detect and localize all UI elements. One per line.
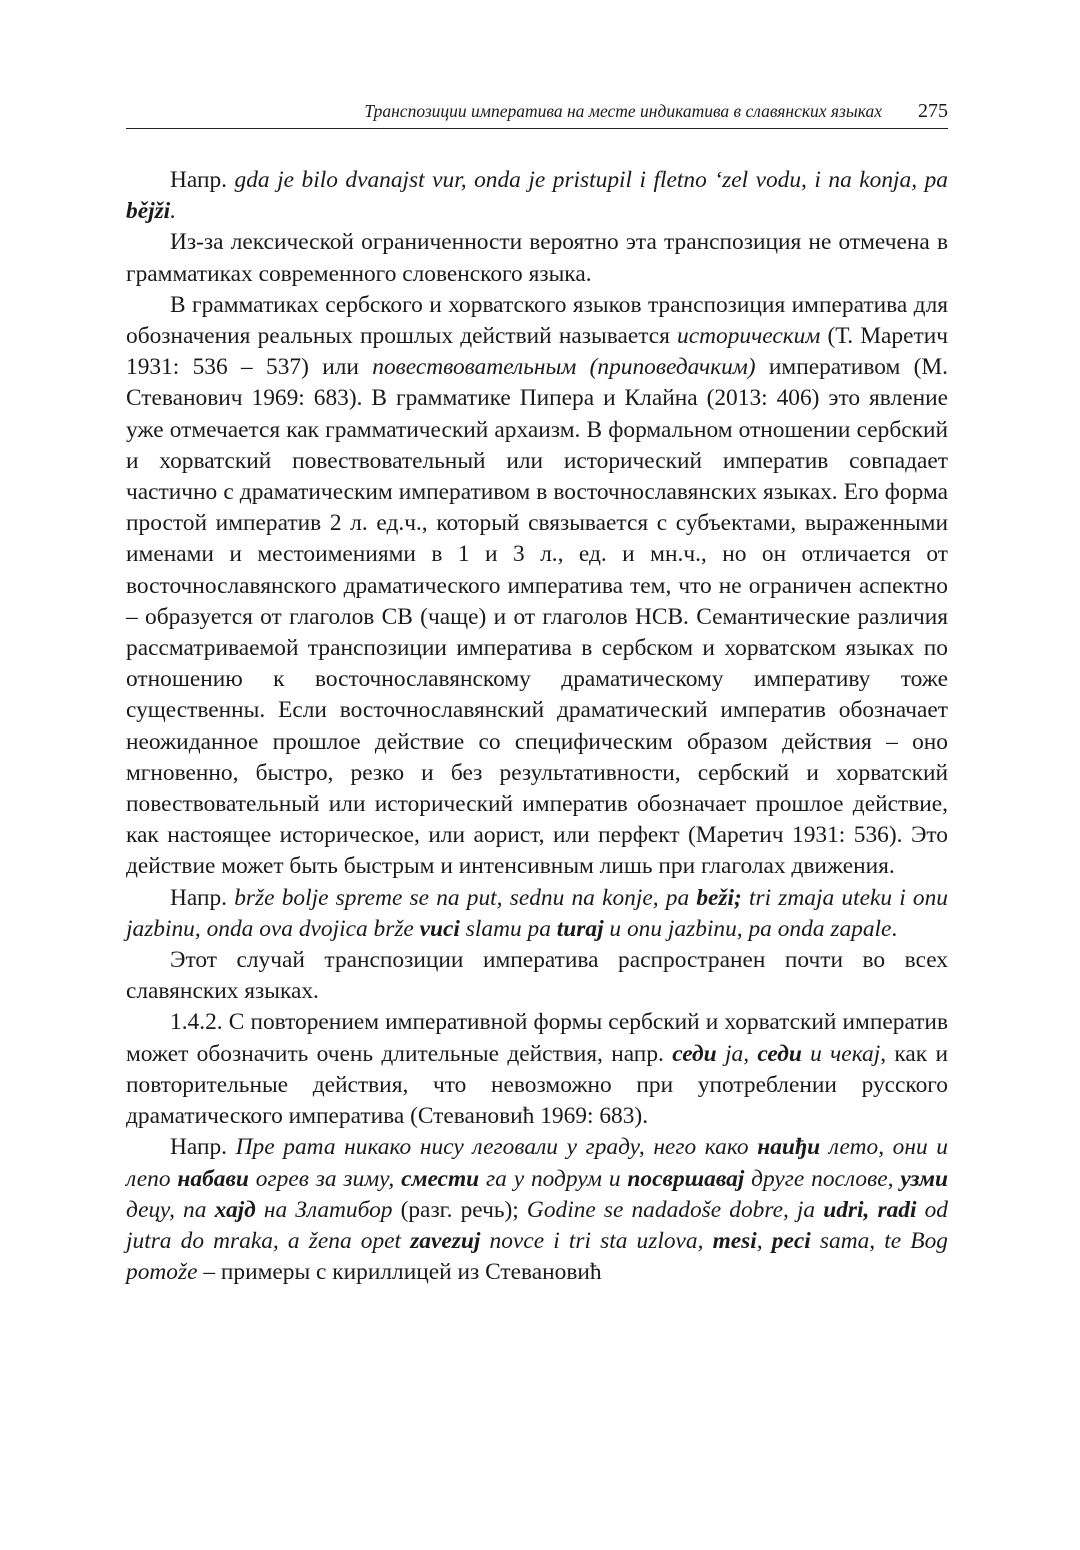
emphasized-run bbox=[420, 916, 460, 942]
italic-run: лето, они и лепо bbox=[126, 1134, 949, 1192]
italic-run: slamu pa bbox=[459, 915, 557, 942]
paragraph bbox=[126, 290, 948, 883]
text-run: (Т. Маретич 1931: 536 – 537) или bbox=[126, 323, 948, 381]
paragraph bbox=[126, 227, 948, 289]
italic-run: tri zmaja uteku i onu jazbinu, onda ova dvojica brže bbox=[126, 884, 948, 942]
italic-run: sama, te Bog pomože bbox=[126, 1227, 948, 1286]
paragraph bbox=[126, 945, 948, 1007]
emphasized-example-verb: bějži bbox=[126, 198, 171, 225]
emphasized-example-verb: vuci bbox=[419, 915, 460, 942]
emphasized-example-verb: смести bbox=[401, 1165, 480, 1192]
emphasized-run bbox=[401, 1166, 479, 1192]
italic-run: историческим bbox=[677, 323, 821, 350]
emphasized-run bbox=[672, 1041, 717, 1067]
italic-run: повествовательным (приповедачким) bbox=[372, 354, 756, 381]
emphasized-example-verb: zavezuj bbox=[410, 1227, 481, 1254]
italic-run: . bbox=[170, 198, 177, 225]
paragraph bbox=[126, 165, 948, 227]
emphasized-example-verb: peci bbox=[771, 1227, 811, 1254]
italic-run: и чекај bbox=[801, 1040, 881, 1067]
emphasized-example-verb: udri, radi bbox=[823, 1196, 917, 1223]
emphasized-example-verb: седи bbox=[757, 1040, 802, 1067]
emphasized-example-verb: mesi bbox=[712, 1227, 757, 1254]
emphasized-example-verb: седи bbox=[672, 1040, 717, 1067]
emphasized-run bbox=[215, 1197, 256, 1223]
paragraph bbox=[126, 883, 948, 945]
italic-run: га у подрум и bbox=[479, 1165, 628, 1192]
emphasized-run bbox=[410, 1228, 480, 1254]
italic-run: brže bolje spreme se na put, sednu na konje, pa bbox=[234, 884, 697, 911]
text-run: – примеры с кириллицей из Стевановић bbox=[197, 1259, 602, 1286]
page-number: 275 bbox=[918, 100, 948, 122]
italic-run: Пре рата никако нису леговали у граду, него како bbox=[235, 1134, 758, 1161]
emphasized-example-verb: хајд bbox=[214, 1196, 256, 1223]
emphasized-example-verb: посвршавај bbox=[627, 1165, 745, 1192]
italic-run: , bbox=[756, 1227, 772, 1254]
italic-run: od jutra do mraka, a žena opet bbox=[126, 1196, 948, 1254]
paragraph bbox=[126, 1007, 948, 1132]
italic-run: друге послове, bbox=[744, 1165, 901, 1192]
emphasized-run bbox=[823, 1197, 916, 1223]
emphasized-example-verb: наиђи bbox=[757, 1134, 821, 1161]
emphasized-example-verb: beži; bbox=[696, 884, 742, 911]
italic-run: огрев за зиму, bbox=[248, 1165, 402, 1192]
italic-run: ја, bbox=[716, 1040, 758, 1067]
italic-run: u onu jazbinu, pa onda zapale bbox=[603, 915, 892, 942]
emphasized-run bbox=[126, 198, 170, 224]
italic-run: на Златибор bbox=[255, 1196, 393, 1223]
italic-run: Godine se nadadoše dobre, ja bbox=[526, 1196, 824, 1223]
emphasized-run bbox=[557, 916, 604, 942]
emphasized-run bbox=[177, 1166, 249, 1192]
emphasized-run bbox=[713, 1228, 757, 1254]
text-run: 1.4.2. С повторением императивной формы сербский и хорватский императив может обозначить очень длительные действия, напр. bbox=[126, 1009, 948, 1067]
running-header-title: Транспозиции императива на месте индикатива в славянских языках bbox=[364, 101, 882, 121]
body-text bbox=[126, 165, 948, 1288]
italic-run: gda je bilo dvanajst vur, onda je pristupil i fletno ‘zel vodu, i na konja, pa bbox=[234, 167, 948, 193]
text-run: императивом (М. Стеванович 1969: 683). В грамматике Пипера и Клайна (2013: 406) это явление уже отмечается как грамматический архаизм. В формальном отношении сербский и хорватский повествовательный или исторический императив совпадает частично с драматическим императивом в восточнославянских языках. Его форма простой императив 2 л. ед.ч., который связывается с субъектами, выраженными именами и местоимениями в 1 и 3 л., ед. и мн.ч., но он отличается от восточнославянского драматического императива тем, что не ограничен аспектно – образуется от глаголов СВ (чаще) и от глаголов НСВ. Семантические различия рассматриваемой транспозиции императива в сербском и хорватском языках по отношению к восточнославянскому драматическому императиву тоже существенны. Если восточнославянский драматический императив обозначает неожиданное прошлое действие со специфическим образом действия – оно мгновенно, быстро, резко и без результативности, сербский и хорватский повествовательный или исторический императив обозначает прошлое действие, как настоящее историческое, или аорист, или перфект (Маретич 1931: 536). Это действие может быть быстрым и интенсивным лишь при глаголах движения. bbox=[126, 354, 949, 880]
text-run: Напр. bbox=[170, 1134, 236, 1161]
emphasized-example-verb: turaj bbox=[556, 915, 604, 942]
emphasized-run bbox=[900, 1166, 948, 1192]
emphasized-run bbox=[757, 1134, 820, 1160]
emphasized-run bbox=[757, 1041, 802, 1067]
emphasized-example-verb: узми bbox=[900, 1165, 948, 1192]
text-run: , как и повторительные действия, что невозможно при употреблении русского драматического императива (Стевановић 1969: 683). bbox=[126, 1040, 948, 1130]
running-header bbox=[126, 100, 948, 129]
text-run: (разг. речь); bbox=[392, 1196, 527, 1223]
text-run: Напр. bbox=[170, 884, 235, 911]
paragraph bbox=[126, 1132, 948, 1288]
emphasized-example-verb: набави bbox=[177, 1165, 249, 1192]
text-run: В грамматиках сербского и хорватского языков транспозиция императива для обозначения реальных прошлых действий называется bbox=[126, 291, 948, 350]
text-run: Из-за лексической ограниченности вероятно эта транспозиция не отмечена в грамматиках современного словенского языка. bbox=[126, 229, 948, 287]
emphasized-run bbox=[627, 1166, 744, 1192]
text-run: . bbox=[891, 915, 898, 942]
emphasized-run bbox=[696, 885, 741, 911]
text-run: Напр. bbox=[170, 167, 235, 193]
italic-run: novce i tri sta uzlova, bbox=[480, 1227, 713, 1254]
emphasized-run bbox=[772, 1228, 811, 1254]
italic-run: децу, па bbox=[126, 1196, 215, 1223]
text-run: Этот случай транспозиции императива распространен почти во всех славянских языках. bbox=[126, 947, 948, 1005]
